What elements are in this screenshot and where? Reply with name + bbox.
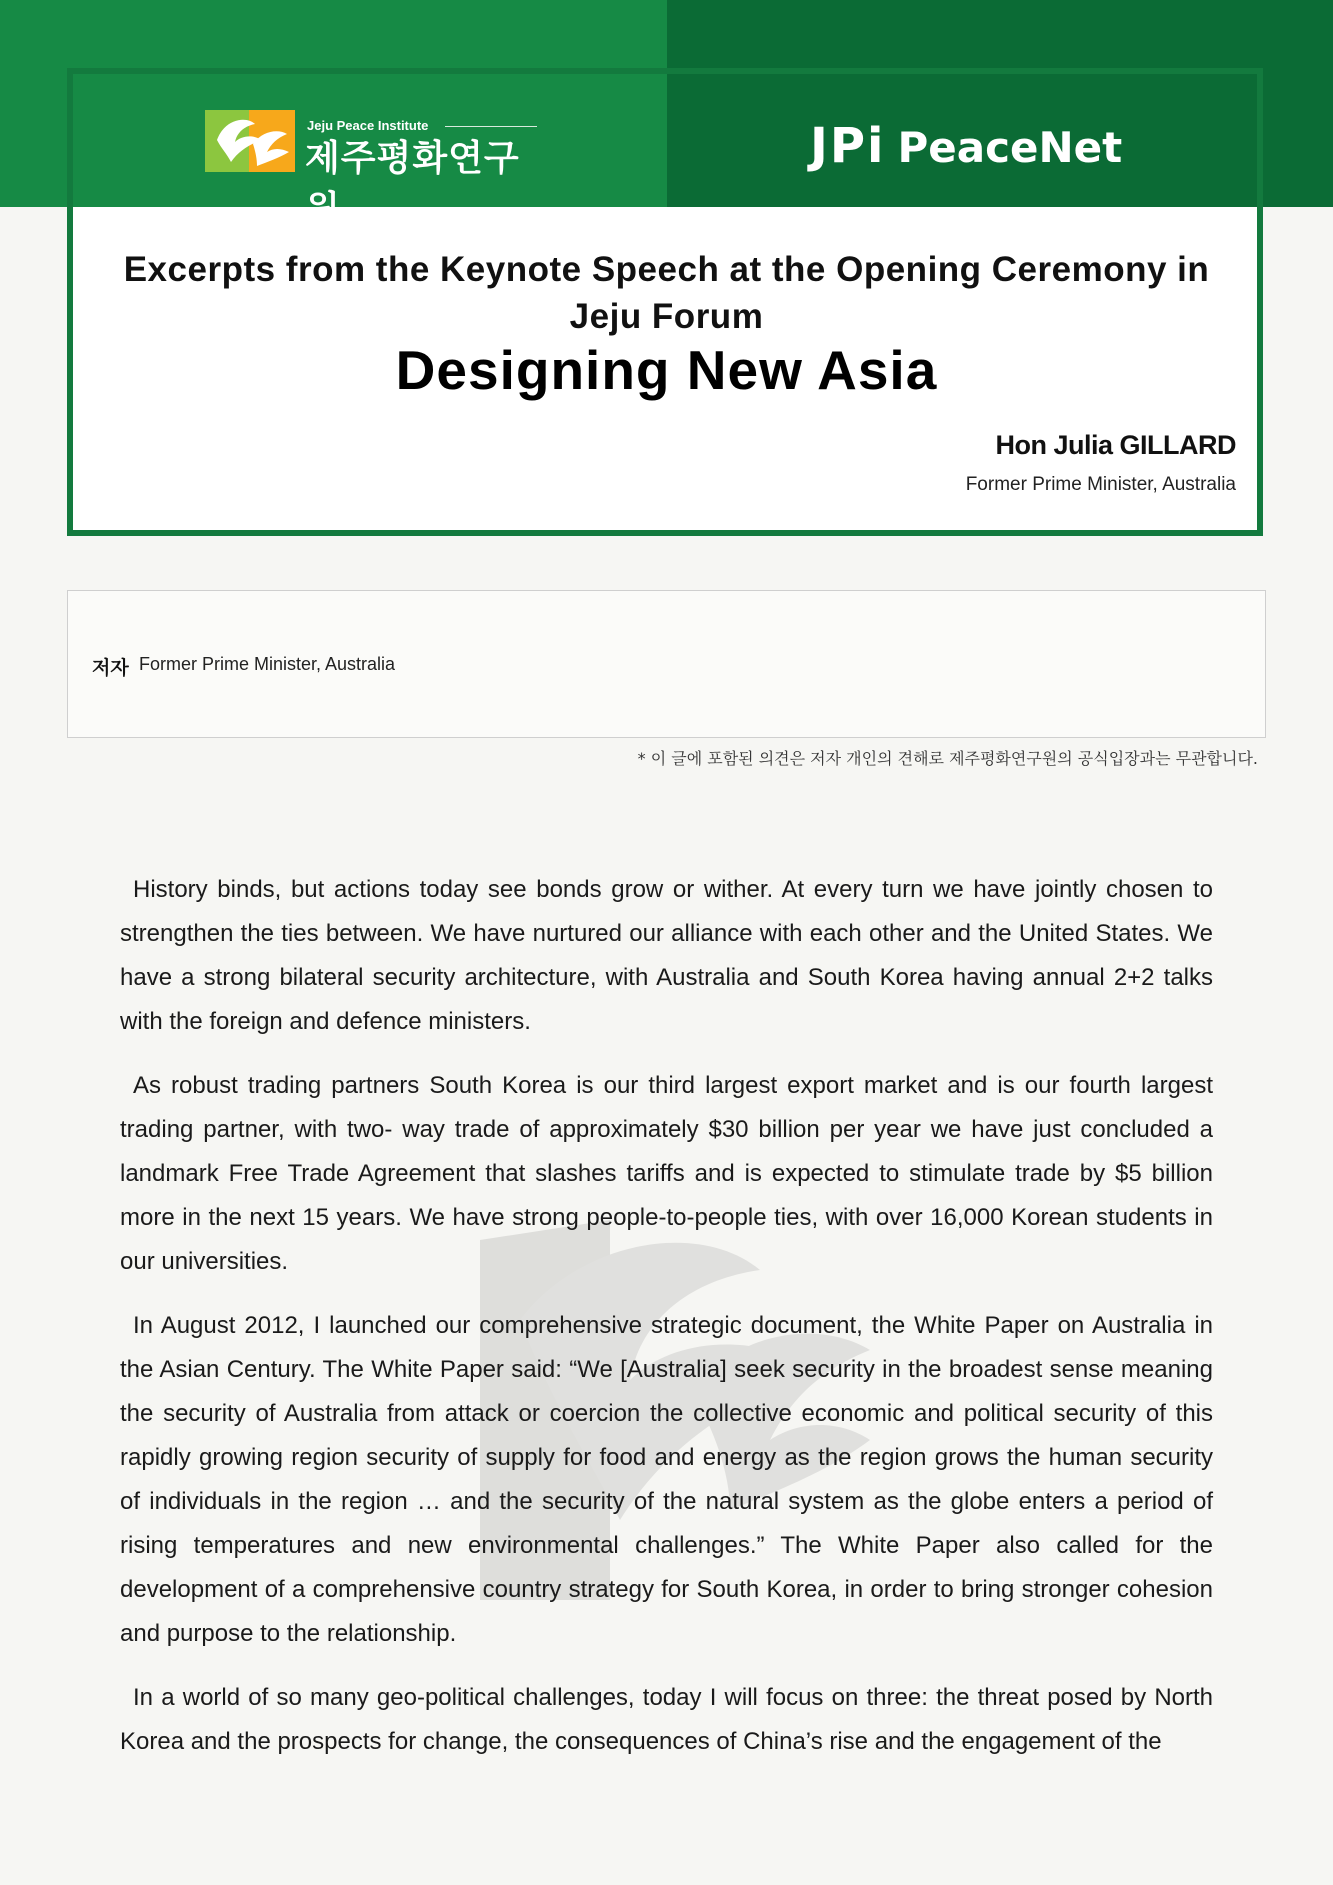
institute-english-name: Jeju Peace Institute (307, 118, 429, 133)
body-paragraph: In August 2012, I launched our comprehensive strategic document, the White Paper on Australia in the Asian Century. The White Paper said: “We [Australia] seek security in the broadest sense meaning the security of Australia from attack or coercion the collective economic and political security of this rapidly growing region security of supply for food and energy as the region grows the human security of individuals in the region … and the security of the natural system as the globe enters a period of rising temperatures and new environmental challenges.” The White Paper also called for the development of a comprehensive country strategy for South Korea, in order to bring stronger cohesion and purpose to the relationship. (120, 1312, 1213, 1647)
document-subtitle: Excerpts from the Keynote Speech at the Opening Ceremony in Jeju Forum (123, 250, 1210, 336)
institute-korean-name: 제주평화연구원 (305, 138, 520, 230)
jpi-mark: JPi (810, 118, 886, 174)
author-info-box (67, 590, 1266, 738)
body-paragraph: As robust trading partners South Korea is our third largest export market and is our fourth largest trading partner, with two- way trade of approximately $30 billion per year we have just concluded a landmark Free Trade Agreement that slashes tariffs and is expected to stimulate trade by $5 billion more in the next 15 years. We have strong people-to-people ties, with over 16,000 Korean students in our universities. (120, 1072, 1213, 1275)
jpi-peacenet-logo[interactable] (810, 118, 1123, 174)
document-title: Designing New Asia (395, 339, 938, 401)
author-role: Former Prime Minister, Australia (965, 474, 1236, 495)
article-body (120, 868, 1213, 1784)
dove-logo-icon (205, 110, 295, 172)
author-name: Hon Julia GILLARD (995, 430, 1236, 460)
body-paragraph: In a world of so many geo-political challenges, today I will focus on three: the threat posed by North Korea and the prospects for change, the consequences of China’s rise and the engagement of the (120, 1684, 1213, 1755)
author-info-value: Former Prime Minister, Australia (139, 654, 396, 674)
jeju-peace-institute-logo[interactable] (205, 108, 545, 230)
author-label: 저자 (92, 657, 129, 679)
body-paragraph: History binds, but actions today see bonds grow or wither. At every turn we have jointly chosen to strengthen the ties between. We have nurtured our alliance with each other and the United States. We have a strong bilateral security architecture, with Australia and South Korea having annual 2+2 talks with the foreign and defence ministers. (120, 876, 1213, 1035)
disclaimer-note: * 이 글에 포함된 의견은 저자 개인의 견해로 제주평화연구원의 공식입장과는 무관합니다. (637, 749, 1258, 768)
logo-divider (445, 126, 537, 127)
peacenet-name: PeaceNet (897, 123, 1123, 172)
